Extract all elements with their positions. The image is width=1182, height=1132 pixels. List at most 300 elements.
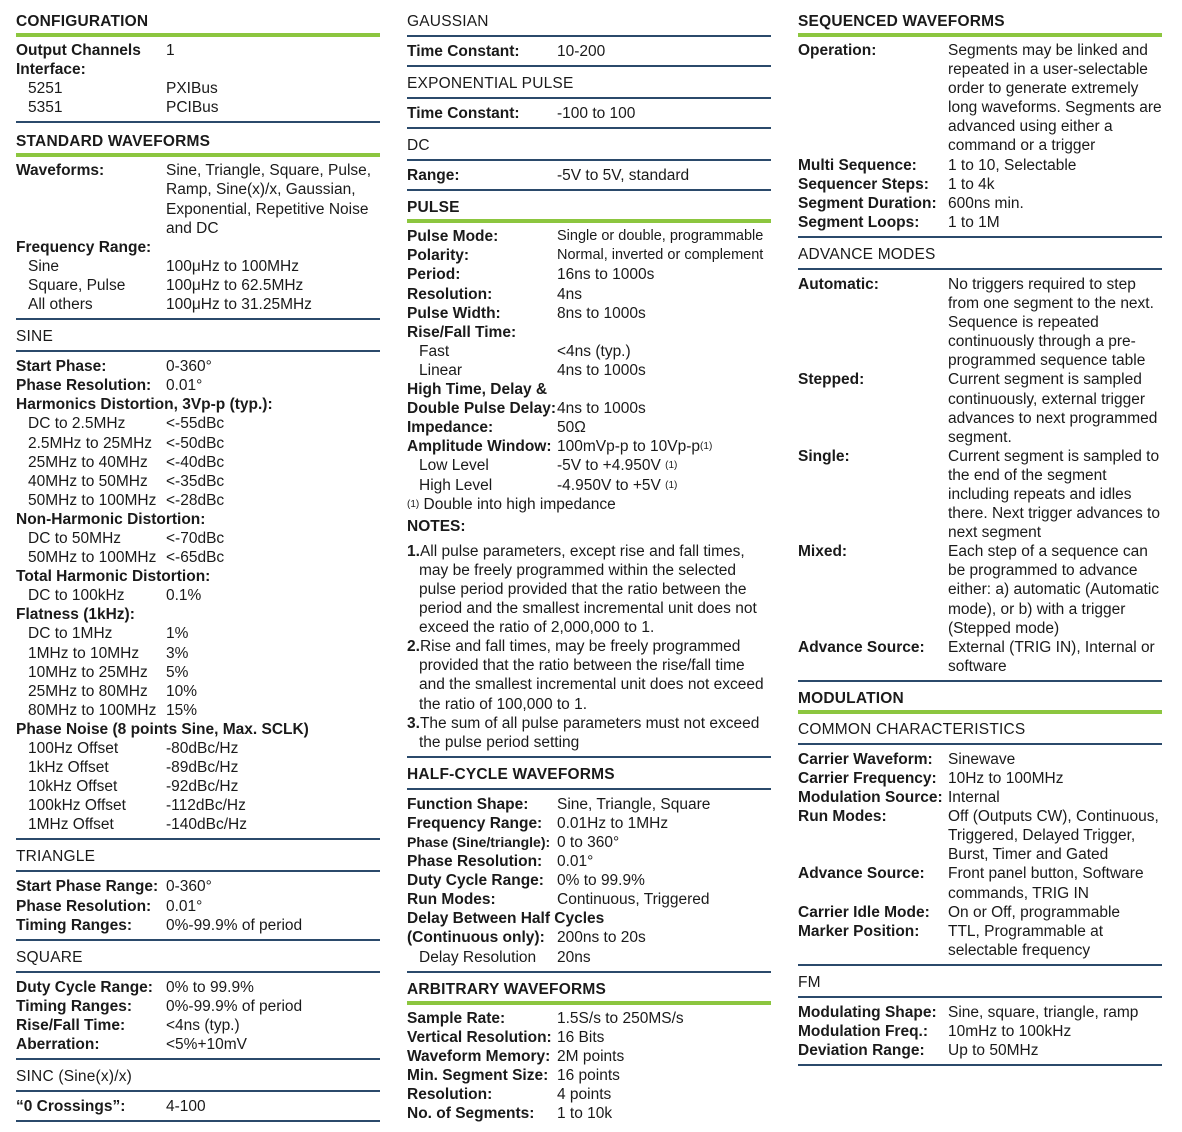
section-heading: TRIANGLE — [16, 848, 96, 866]
spec-label: Start Phase: — [16, 358, 107, 376]
blue-divider — [16, 318, 380, 320]
spec-label: Fast — [419, 342, 450, 360]
note-text: All pulse parameters, except rise and fall times, may be freely programmed within the selected pulse period provided that the ratio between the period and the smallest incremental unit does not exceed the ratio of 2,000,000 to 1. — [419, 542, 757, 637]
spec-label: Carrier Frequency: — [798, 770, 937, 787]
spec-label: Phase Resolution: — [407, 853, 543, 871]
spec-label: Delay Between Half Cycles — [407, 910, 605, 928]
spec-row — [16, 777, 380, 796]
blue-divider — [16, 1058, 380, 1060]
spec-label: Modulation Freq.: — [798, 1023, 929, 1041]
spec-label: Phase Noise (8 points Sine, Max. SCLK) — [16, 720, 309, 738]
spec-label: Modulating Shape: — [798, 1003, 937, 1021]
note-item — [407, 542, 771, 637]
sine-section — [16, 325, 380, 840]
spec-value: 2M points — [557, 1047, 625, 1065]
spec-row — [16, 997, 380, 1016]
spec-row — [16, 1097, 380, 1116]
spec-label: DC to 50MHz — [28, 529, 122, 547]
spec-row — [16, 796, 380, 815]
spec-label: Frequency Range: — [407, 814, 543, 832]
spec-value: On or Off, programmable — [948, 903, 1121, 921]
level-value: -5V to +4.950V — [557, 457, 661, 475]
spec-label: 50MHz to 100MHz — [28, 549, 157, 567]
blue-divider — [798, 236, 1162, 238]
section-heading: SEQUENCED WAVEFORMS — [798, 13, 1005, 30]
spec-row — [407, 42, 771, 61]
spec-value: -100 to 100 — [557, 105, 636, 123]
spec-row — [798, 807, 1162, 864]
spec-value: 0%-99.9% of period — [166, 916, 303, 934]
spec-value: 1.5S/s to 250MS/s — [557, 1009, 684, 1027]
spec-value: 0.01° — [166, 377, 203, 395]
spec-label: Phase Resolution: — [16, 897, 152, 915]
spec-label: Frequency Range: — [16, 238, 152, 256]
spec-value: 600ns min. — [948, 194, 1024, 212]
spec-value: 0-360° — [166, 358, 212, 376]
spec-value: 0 to 360° — [557, 834, 620, 851]
spec-label: Segment Duration: — [798, 194, 937, 212]
green-divider — [798, 33, 1162, 37]
spec-value: 1 to 10, Selectable — [948, 156, 1077, 174]
spec-row — [16, 567, 380, 586]
spec-label: 80MHz to 100MHz — [28, 701, 157, 719]
spec-row — [407, 1104, 771, 1123]
spec-row — [16, 978, 380, 997]
advance-modes-section — [798, 243, 1162, 682]
spec-value: 4ns to 1000s — [557, 400, 646, 418]
spec-value: -5V to 5V, standard — [557, 167, 690, 185]
note-item — [407, 637, 771, 713]
spec-value — [557, 456, 771, 475]
spec-row — [16, 586, 380, 605]
spec-value: 4 points — [557, 1086, 612, 1104]
spec-value: 16ns to 1000s — [557, 266, 655, 284]
spec-value: <-40dBc — [166, 453, 225, 471]
spec-label: 25MHz to 80MHz — [28, 682, 148, 700]
spec-value: Each step of a sequence can be programmed to advance either: a) automatic (Automatic mode), or b) with a trigger (Stepped mode) — [948, 543, 1160, 637]
spec-label: Total Harmonic Distortion: — [16, 568, 211, 586]
spec-row — [798, 194, 1162, 213]
spec-row — [16, 491, 380, 510]
spec-row — [16, 510, 380, 529]
note-text: Rise and fall times, may be freely programmed provided that the ratio between the rise/fall time and the smallest incremental unit does not exceed the ratio of 100,000 to 1. — [419, 638, 764, 713]
spec-row — [407, 361, 771, 380]
arbitrary-waveforms-section — [407, 978, 771, 1124]
spec-value: 50Ω — [557, 419, 586, 437]
spec-label: DC to 1MHz — [28, 625, 113, 643]
spec-value: Current segment is sampled to the end of the segment including repeats and idles there. Next trigger advances to next segment — [948, 447, 1160, 542]
section-heading: CONFIGURATION — [16, 13, 149, 30]
notes-heading: NOTES: — [407, 517, 466, 535]
spec-value: Continuous, Triggered — [557, 891, 710, 909]
section-heading: SINE — [16, 328, 53, 346]
spec-row — [798, 175, 1162, 194]
spec-row — [407, 833, 771, 852]
blue-divider — [407, 159, 771, 161]
level-value: -4.950V to +5V — [557, 476, 661, 494]
spec-row — [16, 434, 380, 453]
notes-heading-row — [407, 517, 771, 536]
spec-label: Resolution: — [407, 285, 493, 303]
spec-value: 4-100 — [166, 1098, 206, 1116]
spec-row — [16, 376, 380, 395]
spec-value: 10Hz to 100MHz — [948, 770, 1064, 787]
spec-row — [798, 542, 1162, 637]
blue-divider — [16, 838, 380, 840]
spec-label: Carrier Idle Mode: — [798, 903, 930, 921]
spec-label: Marker Position: — [798, 922, 920, 940]
spec-label: 1MHz to 10MHz — [28, 644, 140, 662]
spec-row — [798, 750, 1162, 769]
spec-value: 0% to 99.9% — [557, 872, 645, 890]
spec-row — [798, 41, 1162, 156]
spec-row — [16, 663, 380, 682]
spec-row — [16, 161, 380, 237]
spec-row — [798, 1041, 1162, 1060]
spec-row — [798, 788, 1162, 807]
spec-value: 5% — [166, 663, 189, 681]
spec-label: Multi Sequence: — [798, 156, 917, 174]
spec-value: -92dBc/Hz — [166, 778, 239, 796]
dc-section — [407, 134, 771, 191]
spec-row — [16, 916, 380, 935]
blue-divider — [16, 350, 380, 352]
spec-row — [16, 739, 380, 758]
spec-label: Polarity: — [407, 247, 470, 265]
section-heading: SQUARE — [16, 948, 83, 966]
spec-label: DC to 2.5MHz — [28, 415, 126, 433]
spec-value: 16 points — [557, 1066, 620, 1084]
footnote-marker: (1) — [407, 498, 420, 510]
spec-value: 20ns — [557, 948, 591, 966]
spec-value: <-50dBc — [166, 434, 225, 452]
spec-row — [407, 285, 771, 304]
blue-divider — [407, 788, 771, 790]
spec-label: 40MHz to 50MHz — [28, 472, 148, 490]
spec-label: DC to 100kHz — [28, 587, 125, 605]
blue-divider — [407, 189, 771, 191]
gaussian-section — [407, 0, 771, 67]
spec-row — [16, 414, 380, 433]
spec-label: Single: — [798, 447, 850, 465]
spec-row — [16, 1016, 380, 1035]
spec-value: <4ns (typ.) — [166, 1016, 240, 1034]
spec-row — [407, 890, 771, 909]
section-heading: GAUSSIAN — [407, 13, 489, 30]
column-2 — [407, 0, 771, 1123]
spec-label: Timing Ranges: — [16, 916, 132, 934]
spec-value: 200ns to 20s — [557, 929, 646, 947]
spec-label: Run Modes: — [407, 891, 496, 909]
spec-label: Resolution: — [407, 1086, 493, 1104]
spec-value: <-55dBc — [166, 415, 225, 433]
blue-divider — [16, 121, 380, 123]
spec-label: (Continuous only): — [407, 929, 545, 947]
spec-value: Sine, square, triangle, ramp — [948, 1003, 1139, 1021]
spec-label: 1MHz Offset — [28, 816, 114, 834]
blue-divider — [16, 939, 380, 941]
spec-row — [798, 769, 1162, 788]
spec-label: Sequencer Steps: — [798, 175, 929, 193]
spec-value: <5%+10mV — [166, 1036, 247, 1054]
note-number: 2. — [407, 638, 420, 656]
spec-row — [16, 98, 380, 117]
spec-label: Double Pulse Delay: — [407, 400, 557, 418]
spec-label: Non-Harmonic Distortion: — [16, 510, 206, 528]
spec-row — [16, 60, 380, 79]
spec-label: Sample Rate: — [407, 1009, 506, 1027]
spec-row — [16, 644, 380, 663]
spec-value: Up to 50MHz — [948, 1042, 1039, 1060]
spec-value: 0.01Hz to 1MHz — [557, 814, 669, 832]
spec-row — [407, 871, 771, 890]
footnote-marker: (1) — [700, 441, 713, 453]
square-section — [16, 946, 380, 1060]
blue-divider — [16, 971, 380, 973]
spec-row — [16, 79, 380, 98]
spec-label: Min. Segment Size: — [407, 1066, 549, 1084]
spec-label: Advance Source: — [798, 865, 925, 883]
spec-value: <-28dBc — [166, 491, 225, 509]
blue-divider — [798, 964, 1162, 966]
blue-divider — [798, 1064, 1162, 1066]
spec-value: 0.1% — [166, 587, 202, 605]
spec-value: -112dBc/Hz — [166, 797, 246, 815]
spec-label: Interface: — [16, 61, 86, 79]
configuration-section — [16, 0, 380, 123]
spec-label: High Level — [419, 476, 493, 494]
spec-row — [407, 1085, 771, 1104]
spec-label: Amplitude Window: — [407, 438, 552, 456]
section-heading: HALF-CYCLE WAVEFORMS — [407, 765, 615, 783]
blue-divider — [407, 127, 771, 129]
column-1 — [16, 0, 380, 1127]
fm-section — [798, 971, 1162, 1066]
note-number: 3. — [407, 714, 420, 732]
spec-label: Deviation Range: — [798, 1042, 925, 1060]
spec-label: Impedance: — [407, 419, 494, 437]
spec-row — [16, 548, 380, 567]
section-heading: ADVANCE MODES — [798, 245, 936, 263]
spec-row — [16, 758, 380, 777]
spec-value: Off (Outputs CW), Continuous, Triggered, Delayed Trigger, Burst, Timer and Gated — [948, 808, 1159, 864]
spec-label: Low Level — [419, 457, 489, 475]
spec-label: Start Phase Range: — [16, 878, 159, 896]
spec-label: Waveform Memory: — [407, 1047, 551, 1065]
spec-label: Aberration: — [16, 1036, 100, 1054]
spec-label: Delay Resolution — [419, 948, 537, 966]
spec-value: Current segment is sampled continuously, external trigger advances to next programmed segment. — [948, 371, 1158, 446]
blue-divider — [16, 1120, 380, 1122]
spec-value: <4ns (typ.) — [557, 342, 631, 360]
spec-row — [407, 437, 771, 456]
spec-label: Modulation Source: — [798, 789, 943, 807]
blue-divider — [407, 35, 771, 37]
spec-row — [407, 265, 771, 284]
spec-label: Operation: — [798, 42, 877, 59]
spec-value — [166, 60, 380, 79]
standard-waveforms-section — [16, 128, 380, 320]
green-divider — [798, 710, 1162, 714]
spec-label: Output Channels — [16, 42, 141, 59]
sequenced-waveforms-section — [798, 0, 1162, 238]
spec-value: No triggers required to step from one segment to the next. Sequence is repeated continuously through a pre-programmed sequence table — [948, 275, 1154, 370]
spec-row — [16, 357, 380, 376]
spec-label: Square, Pulse — [28, 276, 126, 294]
spec-value: 0-360° — [166, 878, 212, 896]
footnote-marker: (1) — [665, 479, 678, 491]
spec-row — [407, 227, 771, 246]
spec-value: 15% — [166, 701, 198, 719]
spec-value: 0.01° — [557, 853, 594, 871]
spec-row — [16, 41, 380, 60]
spec-row — [407, 380, 771, 399]
spec-label: 5251 — [28, 80, 63, 98]
spec-label: Phase (Sine/triangle): — [407, 834, 551, 850]
blue-divider — [798, 268, 1162, 270]
note-item — [407, 714, 771, 752]
blue-divider — [407, 971, 771, 973]
spec-row — [407, 1009, 771, 1028]
section-heading: PULSE — [407, 199, 460, 217]
spec-row — [16, 238, 380, 257]
spec-row — [407, 852, 771, 871]
spec-row — [16, 701, 380, 720]
spec-value: Sine, Triangle, Square, Pulse, Ramp, Sine(x)/x, Gaussian, Exponential, Repetitive Noise and DC — [166, 162, 372, 237]
spec-label: Rise/Fall Time: — [407, 323, 517, 341]
spec-row — [16, 472, 380, 491]
spec-value: 10mHz to 100kHz — [948, 1023, 1072, 1041]
modulation-section — [798, 687, 1162, 966]
spec-row — [407, 399, 771, 418]
spec-label: Segment Loops: — [798, 213, 920, 231]
section-heading: SINC (Sine(x)/x) — [16, 1068, 133, 1086]
spec-value: -89dBc/Hz — [166, 759, 239, 777]
blue-divider — [798, 996, 1162, 998]
spec-label: 10MHz to 25MHz — [28, 663, 148, 681]
blue-divider — [16, 870, 380, 872]
spec-label: 50MHz to 100MHz — [28, 491, 157, 509]
spec-value: 4ns to 1000s — [557, 361, 646, 379]
spec-row — [16, 257, 380, 276]
section-heading: DC — [407, 137, 430, 155]
spec-row — [407, 1047, 771, 1066]
spec-label: All others — [28, 296, 93, 314]
spec-row — [798, 1022, 1162, 1041]
section-heading: FM — [798, 973, 821, 991]
spec-label: Run Modes: — [798, 808, 887, 826]
spec-value: 10% — [166, 682, 198, 700]
spec-value: Segments may be linked and repeated in a user-selectable order to generate extremely long waveforms. Segments are advanced using either a command or a trigger — [948, 42, 1162, 155]
spec-row — [16, 395, 380, 414]
spec-value: External (TRIG IN), Internal or software — [948, 638, 1155, 675]
spec-row — [407, 323, 771, 342]
spec-value: -140dBc/Hz — [166, 816, 247, 834]
spec-row — [16, 897, 380, 916]
section-heading: ARBITRARY WAVEFORMS — [407, 980, 606, 998]
spec-row — [407, 166, 771, 185]
blue-divider — [407, 65, 771, 67]
spec-label: Automatic: — [798, 275, 879, 293]
spec-value: 4ns — [557, 285, 582, 303]
spec-label: 1kHz Offset — [28, 759, 109, 777]
spec-value: PCIBus — [166, 99, 219, 117]
note-text: The sum of all pulse parameters must not exceed the pulse period setting — [419, 714, 760, 751]
green-divider — [407, 1001, 771, 1005]
spec-row — [16, 624, 380, 643]
spec-row — [407, 418, 771, 437]
spec-label: Flatness (1kHz): — [16, 606, 135, 624]
spec-label: Timing Ranges: — [16, 997, 132, 1015]
spec-label: Harmonics Distortion, 3Vp-p (typ.): — [16, 396, 273, 414]
section-heading: STANDARD WAVEFORMS — [16, 133, 211, 151]
spec-row — [16, 276, 380, 295]
spec-value: 1 to 4k — [948, 175, 995, 193]
spec-label: Carrier Waveform: — [798, 750, 933, 768]
spec-row — [407, 909, 771, 928]
spec-row — [407, 342, 771, 361]
spec-row — [798, 638, 1162, 676]
exponential-pulse-section — [407, 72, 771, 129]
blue-divider — [798, 743, 1162, 745]
spec-label: 100kHz Offset — [28, 797, 126, 815]
spec-row — [407, 304, 771, 323]
spec-value: 10-200 — [557, 43, 606, 60]
spec-label: Sine — [28, 257, 60, 275]
spec-value: <-35dBc — [166, 472, 225, 490]
triangle-section — [16, 845, 380, 940]
amplitude-value: 100mVp-p to 10Vp-p — [557, 438, 701, 456]
pulse-section — [407, 196, 771, 758]
section-heading: EXPONENTIAL PULSE — [407, 75, 574, 93]
spec-row — [407, 948, 771, 967]
spec-value: 1 — [166, 42, 175, 59]
sinc-section — [16, 1065, 380, 1122]
spec-value: Sinewave — [948, 750, 1016, 768]
spec-label: Duty Cycle Range: — [407, 872, 544, 890]
spec-value: -80dBc/Hz — [166, 740, 239, 757]
green-divider — [16, 153, 380, 157]
note-number: 1. — [407, 542, 420, 560]
spec-value: 100μHz to 62.5MHz — [166, 276, 304, 294]
spec-value: PXIBus — [166, 80, 218, 98]
spec-label: Waveforms: — [16, 162, 105, 180]
spec-value: 8ns to 1000s — [557, 304, 646, 322]
spec-label: Range: — [407, 167, 460, 185]
spec-row — [407, 814, 771, 833]
spec-label: Rise/Fall Time: — [16, 1016, 126, 1034]
spec-label: Stepped: — [798, 371, 865, 389]
spec-row — [407, 246, 771, 265]
spec-label: 100Hz Offset — [28, 740, 119, 757]
spec-value: <-70dBc — [166, 529, 225, 547]
spec-label: High Time, Delay & — [407, 381, 548, 399]
spec-row — [16, 529, 380, 548]
spec-value: 0% to 99.9% — [166, 978, 254, 996]
spec-row — [798, 922, 1162, 960]
spec-label: Duty Cycle Range: — [16, 978, 153, 996]
spec-row — [16, 1035, 380, 1054]
section-heading: MODULATION — [798, 689, 904, 707]
half-cycle-section — [407, 763, 771, 973]
spec-row — [798, 275, 1162, 370]
spec-row — [16, 682, 380, 701]
spec-value: 100μHz to 31.25MHz — [166, 296, 312, 314]
spec-label: Pulse Mode: — [407, 228, 499, 246]
spec-value: 1 to 1M — [948, 213, 1000, 231]
spec-row — [798, 903, 1162, 922]
spec-row — [407, 456, 771, 475]
